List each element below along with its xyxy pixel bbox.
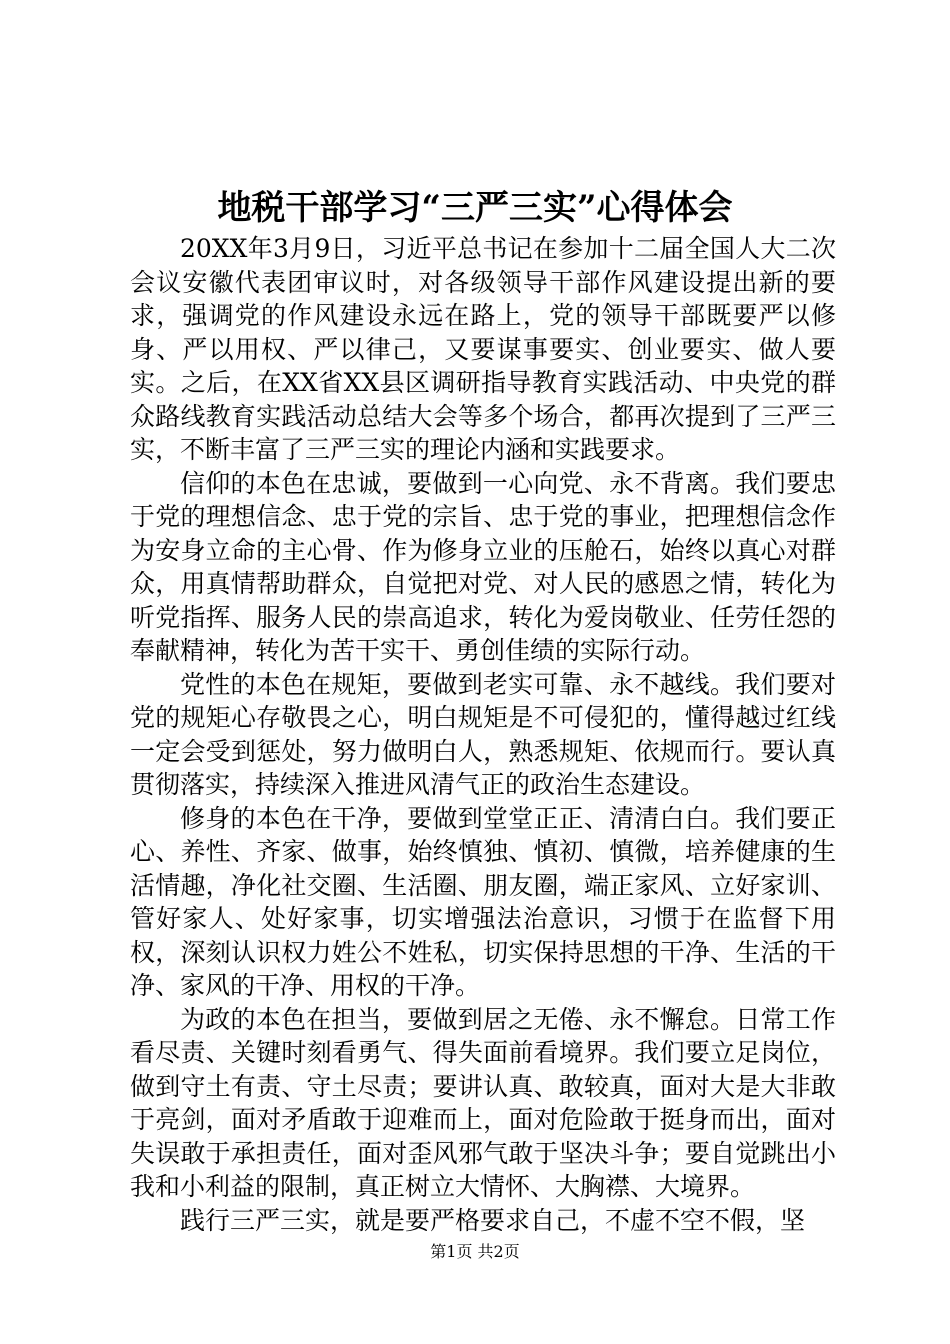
paragraph-6: 践行三严三实，就是要严格要求自己，不虚不空不假，坚 — [180, 1205, 806, 1235]
paragraph-2: 信仰的本色在忠诚，要做到一心向党、永不背离。我们要忠于党的理想信念、忠于党的宗旨、忠于党的事业，把理想信念作为安身立命的主心骨、作为修身立业的压舱石，始终以真心对群众，用真情帮助群众，自觉把对党、对人民的感恩之情，转化为听党指挥、服务人民的崇高追求，转化为爱岗敬业、任劳任怨的奉献精神，转化为苦干实干、勇创佳绩的实际行动。 — [130, 468, 836, 665]
page-number-footer: 第1页 共2页 — [430, 1242, 520, 1261]
document-body — [130, 232, 836, 1237]
paragraph-5: 为政的本色在担当，要做到居之无倦、永不懈怠。日常工作看尽责、关键时刻看勇气、得失面前看境界。我们要立足岗位，做到守土有责、守土尽责；要讲认真、敢较真，面对大是大非敢于亮剑，面对矛盾敢于迎难而上，面对危险敢于挺身而出，面对失误敢于承担责任，面对歪风邪气敢于坚决斗争；要自觉跳出小我和小利益的限制，真正树立大情怀、大胸襟、大境界。 — [130, 1004, 836, 1201]
paragraph-1: 20XX年3月9日，习近平总书记在参加十二届全国人大二次会议安徽代表团审议时，对各级领导干部作风建设提出新的要求，强调党的作风建设永远在路上，党的领导干部既要严以修身、严以用权、严以律己，又要谋事要实、创业要实、做人要实。之后，在XX省XX县区调研指导教育实践活动、中央党的群众路线教育实践活动总结大会等多个场合，都再次提到了三严三实，不断丰富了三严三实的理论内涵和实践要求。 — [130, 234, 836, 464]
paragraph-4: 修身的本色在干净，要做到堂堂正正、清清白白。我们要正心、养性、齐家、做事，始终慎独、慎初、慎微，培养健康的生活情趣，净化社交圈、生活圈、朋友圈，端正家风、立好家训、管好家人、处好家事，切实增强法治意识，习惯于在监督下用权，深刻认识权力姓公不姓私，切实保持思想的干净、生活的干净、家风的干净、用权的干净。 — [130, 803, 836, 1000]
document-title: 地税干部学习“三严三实”心得体会 — [217, 188, 733, 228]
paragraph-3: 党性的本色在规矩，要做到老实可靠、永不越线。我们要对党的规矩心存敬畏之心，明白规矩是不可侵犯的，懂得越过红线一定会受到惩处，努力做明白人，熟悉规矩、依规而行。要认真贯彻落实，持续深入推进风清气正的政治生态建设。 — [130, 669, 836, 799]
